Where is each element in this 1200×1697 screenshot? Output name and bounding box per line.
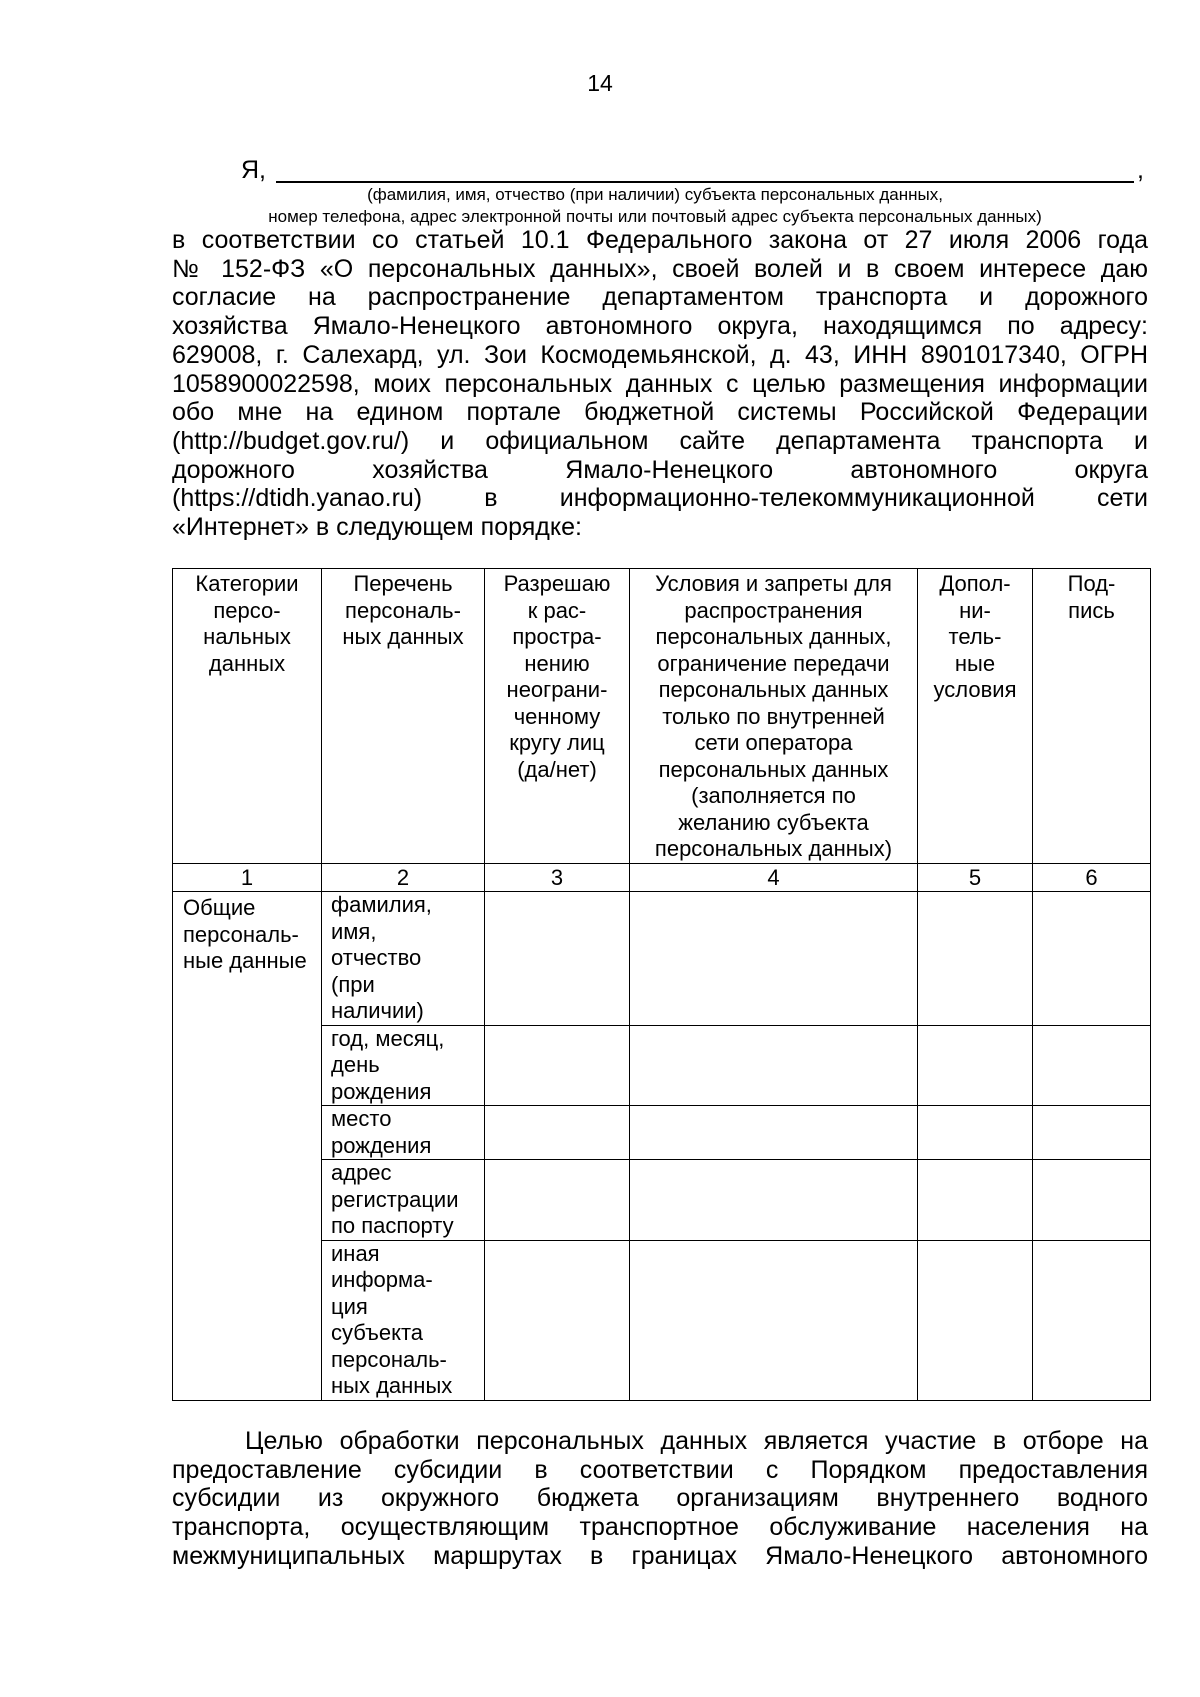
header-text: Условия и запреты для bbox=[655, 571, 892, 596]
intro-line: дорожного хозяйства Ямало-Ненецкого автономного округа bbox=[172, 455, 1148, 484]
data-item-text: наличии) bbox=[331, 998, 424, 1023]
intro-paragraph bbox=[172, 226, 1148, 542]
permission-cell[interactable] bbox=[485, 1106, 630, 1160]
category-cell bbox=[173, 892, 322, 1401]
header-text: желанию субъекта bbox=[678, 809, 869, 835]
data-item-text: регистрации bbox=[331, 1186, 459, 1212]
header-text: ограничение передачи bbox=[657, 650, 890, 676]
column-number: 5 bbox=[918, 863, 1033, 892]
signature-cell[interactable] bbox=[1033, 1160, 1151, 1241]
data-item-text: (при bbox=[331, 971, 375, 997]
header-text: Допол- bbox=[939, 571, 1011, 596]
intro-line: № 152-ФЗ «О персональных данных», своей волей и в своем интересе даю bbox=[172, 254, 1148, 283]
permission-cell[interactable] bbox=[485, 1025, 630, 1106]
fio-hint-line-2: номер телефона, адрес электронной почты или почтовый адрес субъекта персональных данных) bbox=[268, 207, 1042, 226]
data-item-text: по паспорту bbox=[331, 1213, 454, 1238]
header-text: Под- bbox=[1067, 571, 1116, 596]
additional-cell[interactable] bbox=[918, 1106, 1033, 1160]
intro-line: (https://dtidh.yanao.ru) в информационно-телекоммуникационной сети bbox=[172, 484, 1148, 513]
header-text: персональных данных, bbox=[655, 624, 892, 649]
purpose-line: транспорта, осуществляющим транспортное обслуживание населения на bbox=[172, 1513, 1148, 1542]
column-number: 2 bbox=[322, 863, 485, 892]
header-category bbox=[173, 569, 322, 864]
header-text: персональ- bbox=[345, 597, 461, 623]
data-item-text: адрес bbox=[331, 1160, 392, 1185]
purpose-line: межмуниципальных маршрутах в границах Ямало-Ненецкого автономного bbox=[172, 1541, 1148, 1570]
fio-hint-line-1: (фамилия, имя, отчество (при наличии) субъекта персональных данных, bbox=[367, 185, 943, 204]
permission-cell[interactable] bbox=[485, 892, 630, 1026]
signature-cell[interactable] bbox=[1033, 1025, 1151, 1106]
data-item-cell bbox=[322, 1106, 485, 1160]
header-text: условия bbox=[933, 677, 1017, 702]
header-text: только по внутренней bbox=[662, 703, 885, 729]
additional-cell[interactable] bbox=[918, 892, 1033, 1026]
header-text: простра- bbox=[512, 624, 602, 649]
header-text: ни- bbox=[959, 597, 991, 623]
data-item-text: персональ- bbox=[331, 1346, 447, 1372]
column-number: 1 bbox=[173, 863, 322, 892]
header-text: ных данных bbox=[342, 624, 464, 649]
header-text: пись bbox=[1068, 597, 1115, 623]
page-number: 14 bbox=[587, 70, 613, 96]
conditions-cell[interactable] bbox=[630, 1025, 918, 1106]
data-item-text: информа- bbox=[331, 1267, 433, 1292]
fio-prefix: Я, bbox=[241, 156, 266, 184]
intro-line: в соответствии со статьей 10.1 Федерального закона от 27 июля 2006 года bbox=[172, 226, 1148, 254]
purpose-line: субсидии из окружного бюджета организациям внутреннего водного bbox=[172, 1484, 1148, 1513]
intro-line: обо мне на едином портале бюджетной системы Российской Федерации bbox=[172, 398, 1148, 427]
column-number: 6 bbox=[1033, 863, 1151, 892]
header-data-list bbox=[322, 569, 485, 864]
header-permission bbox=[485, 569, 630, 864]
additional-cell[interactable] bbox=[918, 1025, 1033, 1106]
header-text: Разрешаю bbox=[503, 571, 611, 596]
header-text: кругу лиц bbox=[509, 730, 605, 755]
signature-cell[interactable] bbox=[1033, 1106, 1151, 1160]
intro-line: 629008, г. Салехард, ул. Зои Космодемьянской, д. 43, ИНН 8901017340, ОГРН bbox=[172, 340, 1148, 369]
header-text: персональных данных bbox=[658, 756, 889, 782]
header-text: ные bbox=[954, 650, 996, 676]
conditions-cell[interactable] bbox=[630, 1160, 918, 1241]
column-number: 4 bbox=[630, 863, 918, 892]
data-item-cell bbox=[322, 1240, 485, 1400]
signature-cell[interactable] bbox=[1033, 892, 1151, 1026]
header-text: персо- bbox=[213, 597, 281, 623]
signature-cell[interactable] bbox=[1033, 1240, 1151, 1400]
fio-comma: , bbox=[1137, 156, 1144, 184]
data-item-text: ных данных bbox=[331, 1373, 453, 1398]
header-text: персональных данных) bbox=[654, 836, 893, 861]
table-header-row bbox=[173, 569, 1151, 864]
data-item-cell bbox=[322, 1025, 485, 1106]
data-item-text: рождения bbox=[331, 1078, 432, 1104]
conditions-cell[interactable] bbox=[630, 892, 918, 1026]
column-number: 3 bbox=[485, 863, 630, 892]
data-item-text: отчество bbox=[331, 945, 422, 970]
data-item-text: имя, bbox=[331, 918, 377, 944]
header-text: тель- bbox=[948, 624, 1002, 649]
category-text: Общие bbox=[183, 895, 256, 920]
header-text: нальных bbox=[203, 624, 291, 649]
data-item-text: год, месяц, bbox=[331, 1025, 445, 1051]
header-text: ченному bbox=[513, 703, 601, 729]
header-text: неограни- bbox=[506, 677, 608, 702]
data-item-text: рождения bbox=[331, 1132, 432, 1158]
data-item-text: место bbox=[331, 1106, 392, 1131]
conditions-cell[interactable] bbox=[630, 1106, 918, 1160]
column-number-row bbox=[173, 863, 1151, 892]
data-item-text: фамилия, bbox=[331, 892, 432, 917]
intro-line: 1058900022598, моих персональных данных с целью размещения информации bbox=[172, 369, 1148, 398]
fio-blank-underline[interactable] bbox=[276, 181, 1134, 183]
intro-line: согласие на распространение департаментом транспорта и дорожного bbox=[172, 283, 1148, 312]
header-signature bbox=[1033, 569, 1151, 864]
header-conditions bbox=[630, 569, 918, 864]
data-item-text: ция bbox=[331, 1293, 368, 1319]
intro-line: хозяйства Ямало-Ненецкого автономного округа, находящимся по адресу: bbox=[172, 312, 1148, 341]
intro-line: «Интернет» в следующем порядке: bbox=[172, 513, 582, 542]
conditions-cell[interactable] bbox=[630, 1240, 918, 1400]
header-text: Перечень bbox=[353, 571, 453, 596]
additional-cell[interactable] bbox=[918, 1160, 1033, 1241]
header-text: (заполняется по bbox=[691, 783, 856, 808]
header-text: персональных данных bbox=[658, 677, 889, 702]
header-additional bbox=[918, 569, 1033, 864]
category-text: ные данные bbox=[183, 948, 307, 973]
table-row bbox=[173, 892, 1151, 1026]
header-text: (да/нет) bbox=[517, 756, 597, 782]
data-item-text: день bbox=[331, 1052, 380, 1077]
permission-cell[interactable] bbox=[485, 1240, 630, 1400]
header-text: распространения bbox=[684, 597, 863, 623]
purpose-line: предоставление субсидии в соответствии с Порядком предоставления bbox=[172, 1455, 1148, 1484]
header-text: Категории bbox=[195, 571, 299, 596]
intro-line: (http://budget.gov.ru/) и официальном сайте департамента транспорта и bbox=[172, 426, 1148, 455]
purpose-line: Целью обработки персональных данных является участие в отборе на bbox=[245, 1427, 1148, 1455]
header-text: к рас- bbox=[527, 597, 587, 623]
consent-table bbox=[172, 568, 1151, 1401]
header-text: нению bbox=[524, 650, 590, 676]
data-item-cell bbox=[322, 1160, 485, 1241]
purpose-paragraph bbox=[172, 1427, 1148, 1571]
data-item-cell bbox=[322, 892, 485, 1026]
fio-fill-line bbox=[241, 150, 1151, 184]
category-text: персональ- bbox=[183, 921, 299, 947]
data-item-text: иная bbox=[331, 1240, 380, 1266]
data-item-text: субъекта bbox=[331, 1320, 424, 1345]
additional-cell[interactable] bbox=[918, 1240, 1033, 1400]
header-text: сети оператора bbox=[694, 730, 853, 755]
permission-cell[interactable] bbox=[485, 1160, 630, 1241]
header-text: данных bbox=[208, 650, 286, 676]
